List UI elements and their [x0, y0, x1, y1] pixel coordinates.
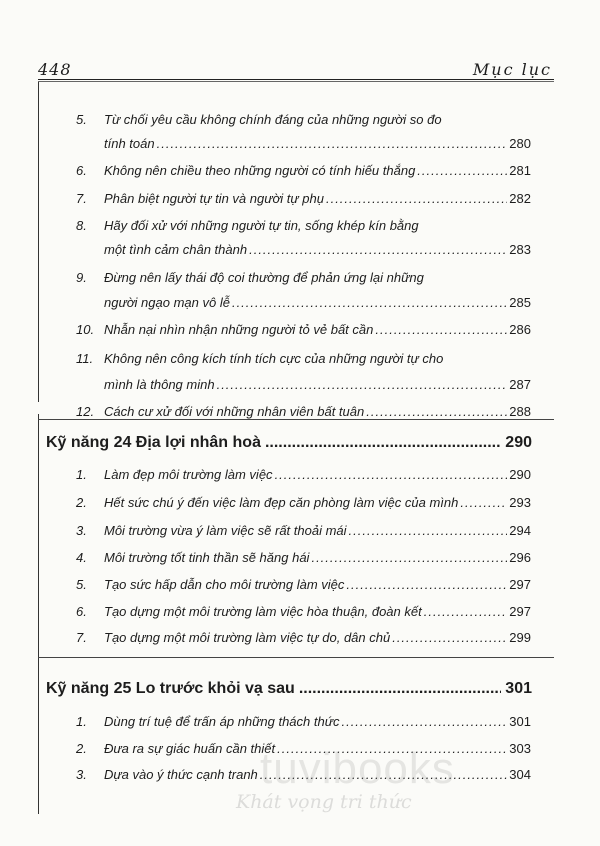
- entry-title-line: Dùng trí tuệ để trấn áp những thách thức: [104, 714, 340, 729]
- header-rule-thin: [38, 81, 554, 82]
- leader-dots: [460, 495, 507, 510]
- entry-title-line: Không nên chiều theo những người có tính hiếu thắng: [104, 163, 416, 178]
- entry-page: 287: [509, 377, 531, 392]
- section-divider: [38, 419, 554, 420]
- entry-number: 8.: [76, 218, 87, 233]
- left-margin-line: [38, 82, 39, 402]
- toc-entry[interactable]: [76, 163, 531, 183]
- entry-number: 3.: [76, 767, 87, 782]
- leader-dots: [275, 467, 508, 482]
- entry-number: 7.: [76, 191, 87, 206]
- entry-title-line: Từ chối yêu cầu không chính đáng của những người so đo: [104, 112, 442, 127]
- section-divider: [38, 657, 554, 658]
- entry-page: 283: [509, 242, 531, 257]
- leader-dots: [326, 191, 507, 206]
- toc-entry[interactable]: [76, 191, 531, 211]
- chapter-title: Kỹ năng 25 Lo trước khỏi vạ sau: [46, 680, 295, 697]
- section-title: Mục lục: [472, 60, 552, 79]
- entry-title-line: Không nên công kích tính tích cực của những người tự cho: [104, 351, 444, 366]
- entry-title-line: Tạo dựng một môi trường làm việc hòa thuận, đoàn kết: [104, 604, 422, 619]
- toc-entry[interactable]: [76, 112, 531, 156]
- chapter-page: 290: [505, 434, 532, 451]
- entry-number: 5.: [76, 577, 87, 592]
- entry-title-line: Môi trường tốt tinh thần sẽ hăng hái: [104, 550, 310, 565]
- entry-number: 3.: [76, 523, 87, 538]
- entry-page: 286: [509, 322, 531, 337]
- leader-dots: [265, 434, 501, 452]
- entry-title-line: một tình cảm chân thành: [104, 242, 248, 257]
- leader-dots: [341, 714, 507, 729]
- leader-dots: [311, 550, 507, 565]
- toc-entry[interactable]: [76, 270, 531, 314]
- entry-page: 294: [509, 523, 531, 538]
- toc-entry[interactable]: [76, 218, 531, 262]
- entry-number: 9.: [76, 270, 87, 285]
- leader-dots: [232, 295, 507, 310]
- leader-dots: [349, 523, 508, 538]
- entry-page: 293: [509, 495, 531, 510]
- chapter-heading[interactable]: [46, 434, 532, 452]
- entry-page: 297: [509, 577, 531, 592]
- leader-dots: [366, 404, 507, 419]
- entry-page: 303: [509, 741, 531, 756]
- entry-number: 2.: [76, 495, 87, 510]
- entry-title-line: Tạo sức hấp dẫn cho môi trường làm việc: [104, 577, 345, 592]
- entry-page: 285: [509, 295, 531, 310]
- entry-page: 296: [509, 550, 531, 565]
- entry-page: 297: [509, 604, 531, 619]
- entry-title-line: Môi trường vừa ý làm việc sẽ rất thoải mái: [104, 523, 347, 538]
- page-number: 448: [38, 60, 72, 79]
- entry-title-line: Đưa ra sự giác huấn cần thiết: [104, 741, 276, 756]
- entry-title-line: Phân biệt người tự tin và người tự phụ: [104, 191, 324, 206]
- chapter-title: Kỹ năng 24 Địa lợi nhân hoà: [46, 434, 261, 451]
- entry-page: 304: [509, 767, 531, 782]
- entry-number: 7.: [76, 630, 87, 645]
- leader-dots: [157, 136, 508, 151]
- leader-dots: [346, 577, 507, 592]
- entry-number: 6.: [76, 163, 87, 178]
- entry-title-line: Làm đẹp môi trường làm việc: [104, 467, 273, 482]
- entry-number: 6.: [76, 604, 87, 619]
- entry-title-line: tính toán: [104, 136, 155, 151]
- leader-dots: [392, 630, 507, 645]
- entry-number: 2.: [76, 741, 87, 756]
- leader-dots: [375, 322, 507, 337]
- entry-number: 1.: [76, 714, 87, 729]
- entry-title-line: Tạo dựng một môi trường làm việc tự do, dân chủ: [104, 630, 391, 645]
- entry-title-line: Dựa vào ý thức cạnh tranh: [104, 767, 258, 782]
- leader-dots: [424, 604, 508, 619]
- entry-page: 301: [509, 714, 531, 729]
- entry-title-line: Đừng nên lấy thái độ coi thường để phản ứng lại những: [104, 270, 424, 285]
- entry-title-line: Hết sức chú ý đến việc làm đẹp căn phòng làm việc của mình: [104, 495, 459, 510]
- leader-dots: [249, 242, 507, 257]
- entry-page: 280: [509, 136, 531, 151]
- entry-title-line: mình là thông minh: [104, 377, 215, 392]
- watermark-slogan: Khát vọng tri thức: [236, 791, 412, 813]
- entry-title-line: Hãy đối xử với những người tự tin, sống khép kín bằng: [104, 218, 419, 233]
- entry-page: 288: [509, 404, 531, 419]
- chapter-page: 301: [505, 680, 532, 697]
- entry-number: 5.: [76, 112, 87, 127]
- toc-entry[interactable]: [76, 404, 531, 424]
- header-rule: [38, 79, 554, 80]
- chapter-heading[interactable]: [46, 680, 532, 698]
- entry-page: 290: [509, 467, 531, 482]
- entry-number: 10.: [76, 322, 95, 337]
- entry-page: 299: [509, 630, 531, 645]
- entry-number: 4.: [76, 550, 87, 565]
- entry-page: 282: [509, 191, 531, 206]
- leader-dots: [299, 680, 501, 698]
- entry-title-line: Nhẫn nại nhìn nhận những người tỏ vẻ bất cần: [104, 322, 374, 337]
- entry-number: 11.: [76, 351, 94, 366]
- watermark-logo: tuvibooks: [260, 744, 455, 793]
- left-margin-line: [38, 414, 39, 814]
- entry-number: 1.: [76, 467, 87, 482]
- entry-page: 281: [509, 163, 531, 178]
- entry-title-line: Cách cư xử đối với những nhân viên bất tuân: [104, 404, 365, 419]
- leader-dots: [417, 163, 507, 178]
- leader-dots: [217, 377, 508, 392]
- toc-entry[interactable]: [76, 351, 531, 395]
- entry-number: 12.: [76, 404, 95, 419]
- toc-entry[interactable]: [76, 322, 531, 342]
- entry-title-line: người ngạo mạn vô lễ: [104, 295, 230, 310]
